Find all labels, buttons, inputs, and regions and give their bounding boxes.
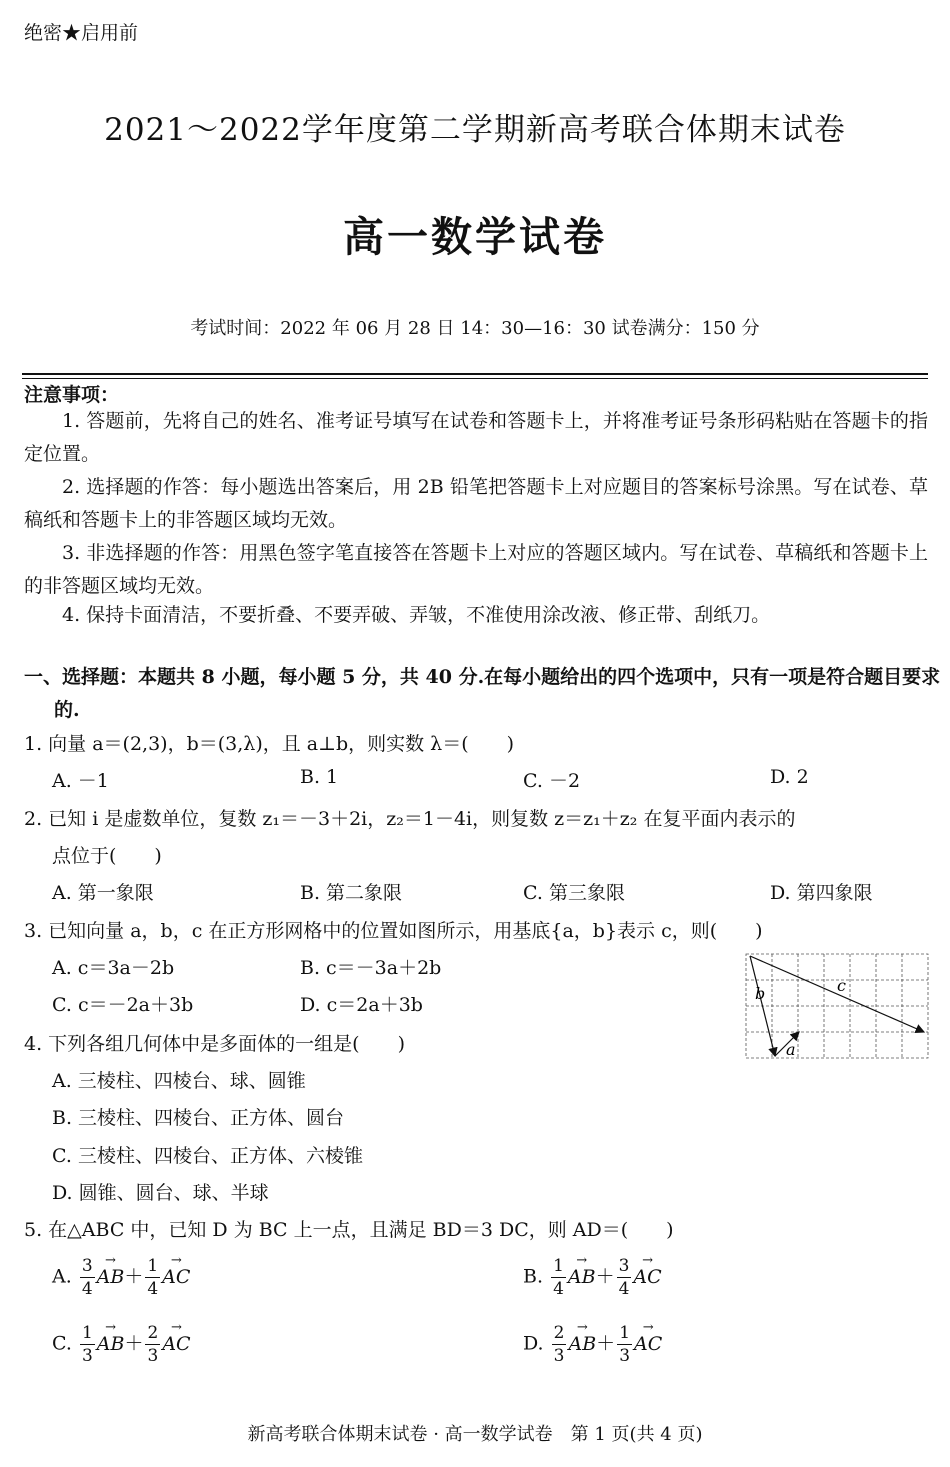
q2-option-c: C. 第三象限 xyxy=(523,882,625,904)
q5-option-b: B. $\frac{1}{4}$ → AB＋ $\frac{3}{4}$ → AC xyxy=(523,1255,662,1300)
q2-option-a: A. 第一象限 xyxy=(52,882,154,904)
exam-info: 考试时间：2022 年 06 月 28 日 14：30—16：30 试卷满分：150 分 xyxy=(190,318,760,339)
question-4-stem: 4. 下列各组几何体中是多面体的一组是( ) xyxy=(24,1033,405,1055)
divider xyxy=(22,378,928,379)
fraction: $\frac{1}{4}$ xyxy=(553,1256,564,1299)
divider xyxy=(22,373,928,375)
label-c: c xyxy=(837,976,846,995)
vector-ab: → AB xyxy=(97,1266,125,1288)
exam-title: 2021～2022学年度第二学期新高考联合体期末试卷 xyxy=(104,112,846,148)
q3-option-c: C. c＝－2a＋3b xyxy=(52,994,194,1016)
q1-option-c: C. －2 xyxy=(523,770,581,792)
q5-option-label: A. xyxy=(52,1265,72,1288)
notice-item-1: 1. 答题前，先将自己的姓名、准考证号填写在试卷和答题卡上，并将准考证号条形码粘贴在答题卡的指定位置。 xyxy=(24,410,928,465)
vector-ab: → AB xyxy=(97,1333,125,1355)
q5-option-a: A. $\frac{3}{4}$ → AB＋ $\frac{1}{4}$ → AC xyxy=(52,1255,190,1300)
q5-option-label: D. xyxy=(523,1332,544,1355)
q2-option-d: D. 第四象限 xyxy=(770,882,873,904)
notice-heading: 注意事项： xyxy=(24,384,120,406)
question-2-stem-line1: 2. 已知 i 是虚数单位，复数 z₁＝－3＋2i，z₂＝1－4i，则复数 z＝z₁＋z₂ 在复平面内表示的 xyxy=(24,808,796,830)
vector-ac: → AC xyxy=(634,1333,662,1355)
q4-option-b: B. 三棱柱、四棱台、正方体、圆台 xyxy=(52,1107,345,1129)
q1-option-d: D. 2 xyxy=(770,766,809,788)
question-1-stem: 1. 向量 a＝(2,3)，b＝(3,λ)，且 a⊥b，则实数 λ＝( ) xyxy=(24,733,515,755)
q2-option-b: B. 第二象限 xyxy=(300,882,403,904)
q3-option-a: A. c＝3a－2b xyxy=(52,957,175,979)
subject-title: 高一数学试卷 xyxy=(343,213,607,261)
fraction: $\frac{3}{4}$ xyxy=(81,1256,93,1299)
notice-item-2: 2. 选择题的作答：每小题选出答案后，用 2B 铅笔把答题卡上对应题目的答案标号涂黑。写在试卷、草稿纸和答题卡上的非答题区域均无效。 xyxy=(24,476,928,531)
question-2-stem-line2: 点位于( ) xyxy=(52,845,162,867)
vector-ab: → AB xyxy=(568,1266,596,1288)
q5-option-c: C. $\frac{1}{3}$ → AB＋ $\frac{2}{3}$ → AC xyxy=(52,1322,191,1367)
vector-ac: → AC xyxy=(633,1266,661,1288)
q4-option-d: D. 圆锥、圆台、球、半球 xyxy=(52,1182,269,1204)
page-footer: 新高考联合体期末试卷 · 高一数学试卷 第 1 页(共 4 页) xyxy=(247,1424,703,1445)
vector-ac: → AC xyxy=(162,1333,190,1355)
section-title: 一、选择题：本题共 8 小题，每小题 5 分，共 40 分.在每小题给出的四个选项中，只有一项是符合题目要求的. xyxy=(24,666,941,721)
notice-item-3: 3. 非选择题的作答：用黑色签字笔直接答在答题卡上对应的答题区域内。写在试卷、草稿纸和答题卡上的非答题区域均无效。 xyxy=(24,542,928,597)
label-b: b xyxy=(755,984,766,1003)
q4-option-a: A. 三棱柱、四棱台、球、圆锥 xyxy=(52,1070,306,1092)
q5-option-d: D. $\frac{2}{3}$ → AB＋ $\frac{1}{3}$ → AC xyxy=(523,1322,662,1367)
question-5-stem: 5. 在△ABC 中，已知 D 为 BC 上一点，且满足 BD＝3 DC，则 AD＝( ) xyxy=(24,1219,674,1241)
notice-item-4: 4. 保持卡面清洁，不要折叠、不要弄破、弄皱，不准使用涂改液、修正带、刮纸刀。 xyxy=(62,604,771,626)
vector-ab: → AB xyxy=(568,1333,596,1355)
q3-option-b: B. c＝－3a＋2b xyxy=(300,957,442,979)
confidential-label: 绝密★启用前 xyxy=(24,22,139,44)
fraction: $\frac{2}{3}$ xyxy=(147,1323,159,1366)
q4-option-c: C. 三棱柱、四棱台、正方体、六棱锥 xyxy=(52,1145,363,1167)
q1-option-a: A. －1 xyxy=(52,770,109,792)
label-a: a xyxy=(786,1040,796,1059)
fraction: $\frac{1}{4}$ xyxy=(147,1256,159,1299)
q3-option-d: D. c＝2a＋3b xyxy=(300,994,423,1016)
vector-ac: → AC xyxy=(162,1266,190,1288)
fraction: $\frac{1}{3}$ xyxy=(619,1323,631,1366)
q1-option-b: B. 1 xyxy=(300,766,339,788)
fraction: $\frac{1}{3}$ xyxy=(81,1323,93,1366)
q5-option-label: B. xyxy=(523,1265,544,1288)
q5-option-label: C. xyxy=(52,1332,72,1355)
fraction: $\frac{2}{3}$ xyxy=(553,1323,565,1366)
vector-grid-figure xyxy=(745,953,929,1059)
question-3-stem: 3. 已知向量 a，b，c 在正方形网格中的位置如图所示，用基底{a，b}表示 c，则( ) xyxy=(24,920,763,942)
fraction: $\frac{3}{4}$ xyxy=(618,1256,630,1299)
grid-lines xyxy=(746,954,928,1058)
